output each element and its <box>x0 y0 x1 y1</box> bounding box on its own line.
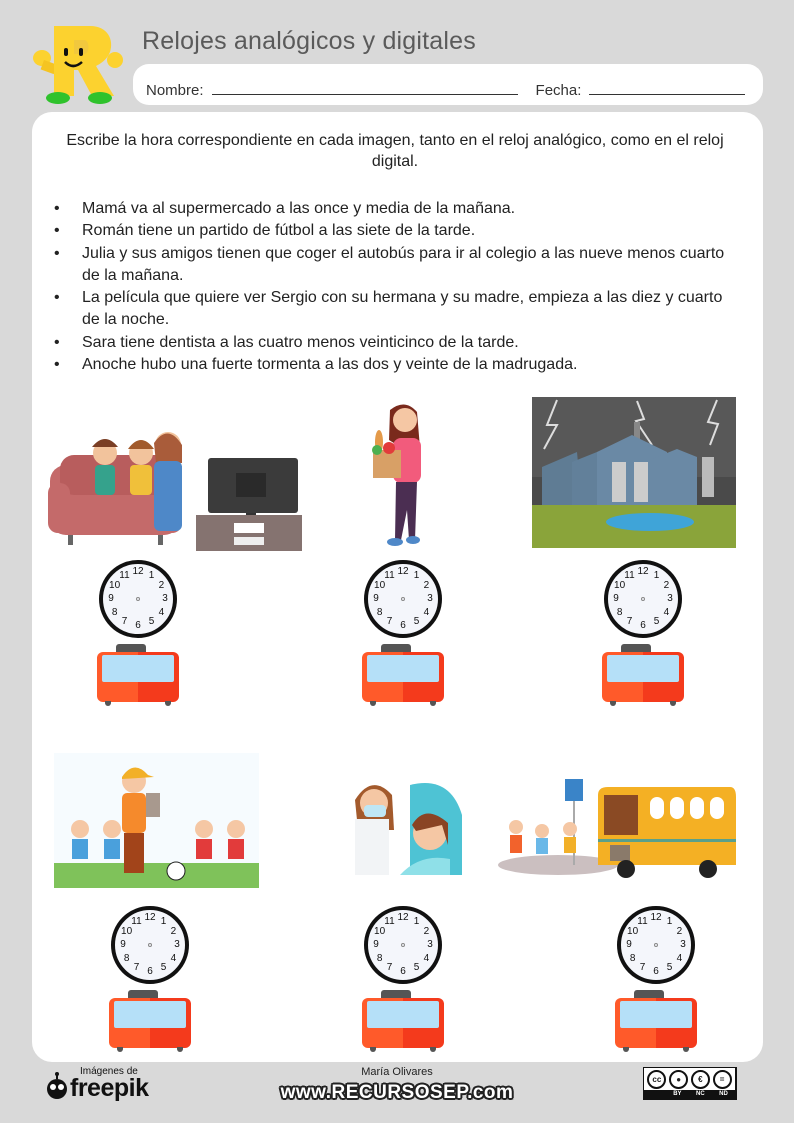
clock-number: 7 <box>386 616 393 628</box>
clock-number: 7 <box>626 616 633 628</box>
clock-number: 12 <box>397 912 409 923</box>
clock-set <box>362 906 444 1052</box>
sentence-item: • La película que quiere ver Sergio con su hermana y su madre, empieza a las diez y cuarto de la noche. <box>50 287 740 332</box>
clock-number: 10 <box>121 925 133 937</box>
clock-number: 1 <box>413 915 420 927</box>
sentence-item: • Sara tiene dentista a las cuatro menos veinticinco de la tarde. <box>50 332 740 354</box>
sentence-item: • Mamá va al supermercado a las once y media de la mañana. <box>50 198 740 220</box>
clock-number: 4 <box>423 952 430 964</box>
license-by-label: BY <box>673 1091 682 1097</box>
instructions: Escribe la hora correspondiente en cada imagen, tanto en el reloj analógico, como en el reloj digital. <box>66 132 724 170</box>
clock-center-pin <box>401 943 405 947</box>
digital-clock-screen[interactable] <box>607 655 679 682</box>
clock-number: 9 <box>626 939 632 950</box>
clock-number: 12 <box>144 912 156 923</box>
clock-set <box>615 906 697 1052</box>
clock-number: 2 <box>676 925 683 937</box>
clock-number: 2 <box>423 579 430 591</box>
clock-center-pin <box>641 597 645 601</box>
clock-center-pin <box>401 597 405 601</box>
clock-number: 9 <box>120 939 126 950</box>
clock-number: 11 <box>637 915 648 927</box>
clock-number: 11 <box>384 915 395 927</box>
clock-number: 11 <box>131 915 142 927</box>
clock-set <box>109 906 191 1052</box>
digital-clock[interactable] <box>615 990 697 1052</box>
analog-clock[interactable] <box>604 560 682 638</box>
scene-storm-factory <box>532 397 736 548</box>
clock-number: 8 <box>616 606 623 618</box>
no-derivatives-icon: = <box>713 1070 732 1089</box>
clock-number: 10 <box>374 579 386 591</box>
clock-center-pin <box>654 943 658 947</box>
clock-number: 5 <box>413 962 420 974</box>
images-credit-label: Imágenes de <box>80 1066 138 1077</box>
clock-number: 10 <box>614 579 626 591</box>
clock-number: 5 <box>653 616 660 628</box>
cc-icon: cc <box>647 1070 666 1089</box>
sentence-list <box>50 198 740 376</box>
clock-number: 3 <box>427 939 433 950</box>
clock-set <box>362 560 444 706</box>
freepik-brand: freepik <box>70 1074 149 1102</box>
digital-clock-screen[interactable] <box>367 655 439 682</box>
clock-number: 4 <box>170 952 177 964</box>
clock-number: 5 <box>160 962 167 974</box>
name-date-bar <box>133 64 763 105</box>
scene-woman-shopping <box>365 400 440 548</box>
license-nc-label: NC <box>696 1091 705 1097</box>
clock-number: 7 <box>386 962 393 974</box>
digital-clock-screen[interactable] <box>620 1001 692 1028</box>
clock-number: 10 <box>374 925 386 937</box>
clock-number: 2 <box>663 579 670 591</box>
clock-number: 3 <box>174 939 180 950</box>
clock-number: 9 <box>373 939 379 950</box>
clock-number: 8 <box>123 952 130 964</box>
clock-number: 6 <box>400 966 406 977</box>
clock-number: 8 <box>111 606 118 618</box>
scene-football-coach <box>54 753 259 888</box>
scene-dentist <box>350 775 465 875</box>
clock-number: 9 <box>108 593 114 604</box>
digital-clock-screen[interactable] <box>114 1001 186 1028</box>
clock-set <box>97 560 179 706</box>
clock-number: 7 <box>639 962 646 974</box>
clock-number: 3 <box>162 593 168 604</box>
clock-number: 11 <box>384 569 395 581</box>
clock-number: 6 <box>147 966 153 977</box>
clock-number: 1 <box>160 915 167 927</box>
scene-school-bus <box>498 775 738 885</box>
clock-number: 9 <box>373 593 379 604</box>
digital-clock[interactable] <box>97 644 179 706</box>
digital-clock[interactable] <box>362 644 444 706</box>
sentence-item: • Anoche hubo una fuerte tormenta a las dos y veinte de la madrugada. <box>50 354 740 376</box>
clock-number: 1 <box>413 569 420 581</box>
name-field[interactable] <box>212 94 518 95</box>
name-label: Nombre: <box>146 82 204 99</box>
analog-clock[interactable] <box>364 906 442 984</box>
clock-number: 12 <box>637 566 649 577</box>
digital-clock[interactable] <box>602 644 684 706</box>
analog-clock[interactable] <box>111 906 189 984</box>
clock-number: 1 <box>653 569 660 581</box>
clock-center-pin <box>148 943 152 947</box>
recursosep-logo <box>30 22 125 104</box>
clock-number: 3 <box>680 939 686 950</box>
clock-number: 11 <box>119 569 130 581</box>
clock-number: 5 <box>666 962 673 974</box>
clock-number: 1 <box>666 915 673 927</box>
non-commercial-icon: € <box>691 1070 710 1089</box>
digital-clock-screen[interactable] <box>367 1001 439 1028</box>
analog-clock[interactable] <box>99 560 177 638</box>
clock-number: 6 <box>640 620 646 631</box>
clock-set <box>602 560 684 706</box>
clock-number: 12 <box>132 566 144 577</box>
clock-number: 6 <box>400 620 406 631</box>
clock-number: 8 <box>376 952 383 964</box>
clock-number: 6 <box>135 620 141 631</box>
clock-number: 12 <box>650 912 662 923</box>
clock-number: 8 <box>629 952 636 964</box>
clock-number: 3 <box>427 593 433 604</box>
clock-number: 7 <box>133 962 140 974</box>
scene-family-tv <box>48 425 316 555</box>
clock-number: 9 <box>613 593 619 604</box>
clock-number: 6 <box>653 966 659 977</box>
clock-number: 10 <box>109 579 121 591</box>
cc-license-badge <box>643 1067 737 1100</box>
clock-number: 1 <box>148 569 155 581</box>
analog-clock[interactable] <box>364 560 442 638</box>
clock-number: 8 <box>376 606 383 618</box>
analog-clock[interactable] <box>617 906 695 984</box>
clock-number: 4 <box>663 606 670 618</box>
digital-clock[interactable] <box>362 990 444 1052</box>
page-title: Relojes analógicos y digitales <box>142 27 476 55</box>
clock-number: 2 <box>170 925 177 937</box>
clock-number: 11 <box>624 569 635 581</box>
author-name: María Olivares <box>361 1066 433 1078</box>
site-link[interactable]: www.RECURSOSEP.com <box>280 1082 514 1103</box>
clock-number: 4 <box>158 606 165 618</box>
clock-number: 10 <box>627 925 639 937</box>
clock-number: 4 <box>676 952 683 964</box>
clock-number: 5 <box>413 616 420 628</box>
sentence-item: • Julia y sus amigos tienen que coger el autobús para ir al colegio a las nueve menos cuarto de la mañana. <box>50 243 740 288</box>
clock-number: 12 <box>397 566 409 577</box>
date-field[interactable] <box>589 94 745 95</box>
clock-number: 2 <box>423 925 430 937</box>
clock-number: 3 <box>667 593 673 604</box>
sentence-item: • Román tiene un partido de fútbol a las siete de la tarde. <box>50 220 740 242</box>
digital-clock-screen[interactable] <box>102 655 174 682</box>
by-attribution-icon: ● <box>669 1070 688 1089</box>
clock-number: 4 <box>423 606 430 618</box>
clock-number: 7 <box>121 616 128 628</box>
clock-number: 2 <box>158 579 165 591</box>
license-nd-label: ND <box>719 1091 728 1097</box>
clock-number: 5 <box>148 616 155 628</box>
date-label: Fecha: <box>535 82 582 99</box>
digital-clock[interactable] <box>109 990 191 1052</box>
clock-center-pin <box>136 597 140 601</box>
